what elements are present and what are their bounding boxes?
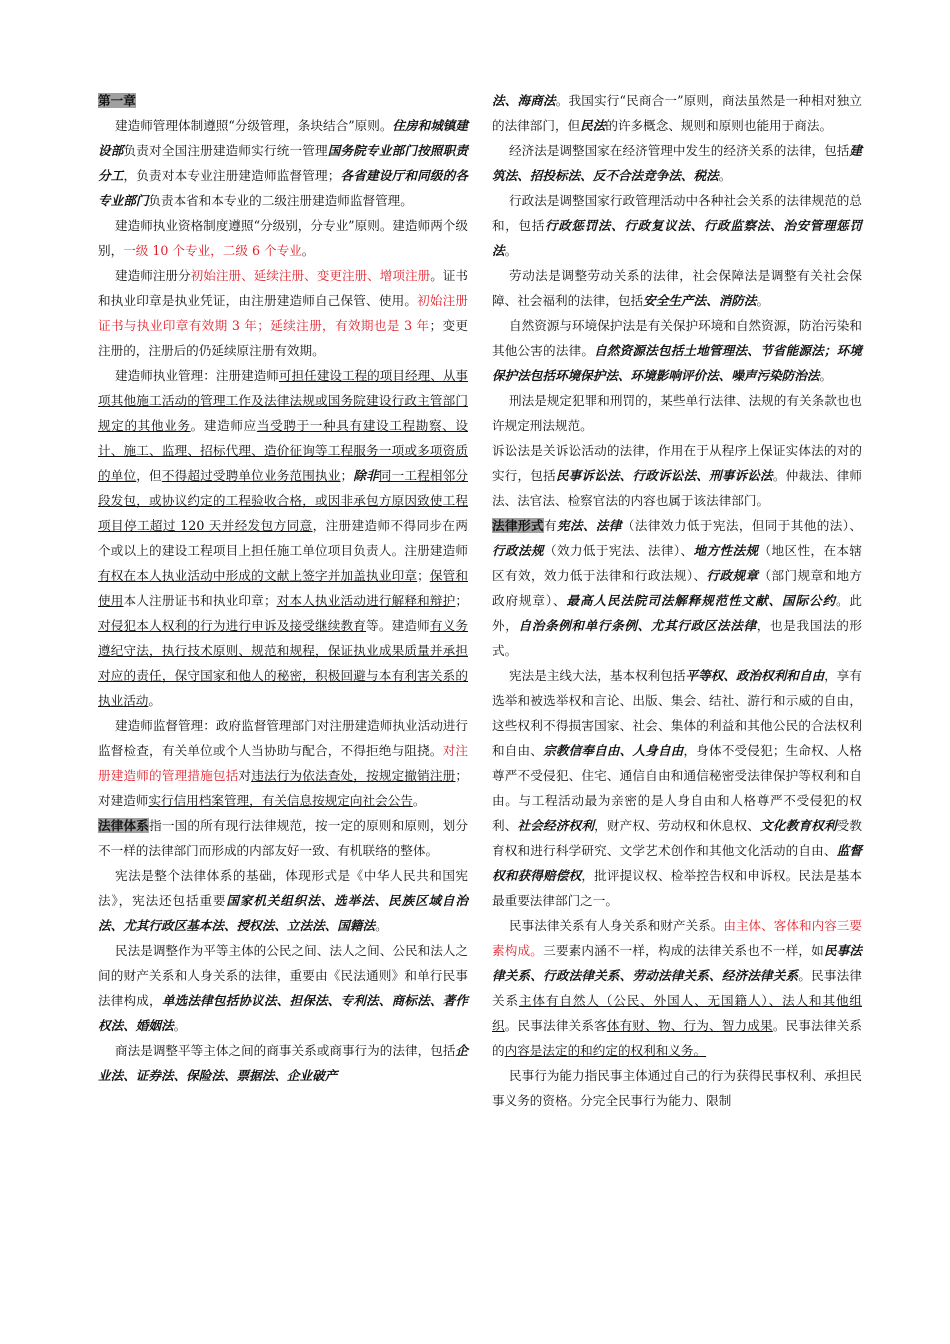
text-run: 各省建设厅和同级的各专业部门	[98, 168, 469, 208]
text-run: 行政法规	[492, 543, 544, 558]
text-run: 同一工程相邻分段发包，或协议约定的工程验收合格，或因非承包方原因致使工程项目停工超过 120 天并经发包方同意	[98, 468, 469, 533]
text-run: 。民事法律关系客	[504, 1018, 607, 1033]
text-run: ，负责对本专业注册建造师监督管理；	[123, 168, 341, 183]
text-run: ；	[455, 593, 469, 608]
right-column	[492, 88, 862, 1113]
text-run: ；变更注册的，注册后的仍延续原注册有效期。	[98, 318, 468, 358]
text-run: ，但	[136, 468, 162, 483]
text-run: 不得超过受聘单位业务范围执业	[161, 468, 341, 483]
text-run: ：政府监督管理部门对注册建造师执业活动进行监督检查，有关单位或个人当协助与配合，不得拒绝与阻挠。	[98, 718, 469, 758]
text-run: 社会经济权利	[517, 818, 595, 833]
text-run: 监督权和获得赔偿权	[492, 843, 863, 883]
text-run: 民法	[115, 943, 141, 958]
text-run: 。民事法律关系的	[492, 1018, 863, 1058]
text-run: 是基本最重要法律部门之一。	[492, 868, 863, 908]
text-run: 一级 10 个专业，二级 6 个专业	[123, 243, 302, 258]
text-run: 安全生产法、消防法	[643, 293, 757, 308]
paragraph	[492, 663, 862, 913]
text-run: ，身体不受侵犯；生命权、人格尊严不受侵犯、住宅、通信自由和通信秘密受法律保护等权利和自由。与工程活动最为亲密的是人身自由和人格尊严不受侵犯的权利、	[492, 743, 863, 833]
text-run: 宪法、法律	[556, 518, 622, 533]
text-run: 。建造师应	[190, 418, 257, 433]
text-run: 行政规章	[706, 568, 759, 583]
text-run: 自然资源法包括土地管理法、节省能源法；环境保护法包括环境保护法、环境影响评价法、噪声污染防治法	[492, 343, 863, 383]
text-run: ，享有选举和被选举权和言论、出版、集会、结社、游行和示威的自由，这些权利不得损害国家、社会、集体的利益和其他公民的合法权利和自由、	[492, 668, 863, 758]
text-run: 国家机关组织法、选举法、民族区域自治法、尤其行政区基本法、授权法、立法法、国籍法	[98, 893, 468, 933]
paragraph	[98, 88, 468, 113]
text-run: 初始注册证书与执业印章有效期 3 年；延续注册，有效期也是 3 年	[98, 293, 469, 333]
section-heading: 第一章	[98, 93, 136, 108]
text-run: 建造师监督管理	[115, 718, 204, 733]
paragraph	[98, 813, 468, 863]
text-run: 行政法	[509, 193, 547, 208]
text-run: ，注册建造师不得同步在两个或以上的建设工程项目上担任施工单位项目负责人。注册建造师	[98, 518, 469, 558]
text-run: 有权在本人执业活动中形成的文献上签字并加盖执业印章	[98, 568, 418, 583]
text-run: 是有关保护环境和自然资源，防治污染和其他公害的法律。	[492, 318, 863, 358]
paragraph	[492, 513, 862, 663]
text-run: 平等权、政治权利和自由	[685, 668, 825, 683]
paragraph	[492, 913, 862, 1063]
text-run: 的许多概念、规则和原则也能用于商法。	[605, 118, 833, 133]
text-run: （效力低于宪法、法律）、	[543, 543, 694, 558]
text-run: 是调整劳动关系的法律，	[548, 268, 693, 283]
text-run: ；	[340, 468, 354, 483]
text-run: 建造师执业管理	[115, 368, 204, 383]
text-run: 文化教育权利	[760, 818, 837, 833]
text-run: 。	[173, 1018, 187, 1033]
text-run: 由主体、客体和内容三要素构成。	[492, 918, 863, 958]
left-column	[98, 88, 468, 1088]
text-run: 本人注册证书和执业印章；	[123, 593, 277, 608]
text-run: （法律效力低于宪法，但同于其他的法）、	[621, 518, 863, 533]
text-run: 。	[756, 293, 770, 308]
text-run: 。	[301, 243, 315, 258]
text-run: 是关诉讼活动的法律，作用在于从程序上保证实体法的对的实行，包括	[492, 443, 863, 483]
text-run: 有义务遵纪守法，执行技术原则、规范和规程，保证执业成果质量并承担对应的责任，保守国家和他人的秘密，积极回避与本有利害关系的执业活动	[98, 618, 469, 708]
text-run: 。此外，	[492, 593, 863, 633]
text-run: 建造师注册	[115, 268, 179, 283]
text-run: 内容是法定的和约定的权利和义务。	[504, 1043, 707, 1058]
text-run: 对本人执业活动进行解释和辩护	[276, 593, 456, 608]
text-run: 。我国实行“民商合一”原则，商法虽然是一种相对独立的法律部门，但	[492, 93, 862, 133]
paragraph	[492, 263, 862, 313]
paragraph	[98, 363, 468, 713]
text-run: 分	[178, 268, 191, 283]
text-run: 。	[718, 168, 732, 183]
text-run: 诉讼法	[492, 443, 531, 458]
text-run: 。	[375, 918, 388, 933]
text-run: 对	[238, 768, 252, 783]
paragraph	[98, 1038, 468, 1088]
text-run: 可担任建设工程的项目经理、从事项其他施工活动的管理工作及法律法规或国务院建设行政主管部门规定的其他业务	[98, 368, 469, 433]
section-heading: 法律体系	[98, 818, 150, 833]
text-run: 实行信用档案管理，有关信息按规定向社会公告	[148, 793, 413, 808]
text-run: 。	[148, 693, 161, 708]
text-run: 商法	[115, 1043, 141, 1058]
text-run: 民事法律关系	[509, 918, 585, 933]
text-run: 。仲裁法、律师法、法官法、检察官法的内容也属于该法律部门。	[492, 468, 863, 508]
text-run: 体有财、物、行为、智力成果	[606, 1018, 773, 1033]
text-run: 是规定犯罪和刑罚的，某些单行法律、法规的有关条款也也许规定刑法规范。	[492, 393, 863, 433]
text-run: 最高人民法院司法解释规范性文献、国际公约	[566, 593, 836, 608]
text-run: 是调整作为平等主体的公民之间、法人之间、公民和法人之间的财产关系和人身关系的法律，重要由《民法通则》和单行民事法律构成，	[98, 943, 469, 1008]
text-run: 单选法律包括协议法、担保法、专利法、商标法、著作权法、婚姻法	[98, 993, 469, 1033]
text-run: 自然资源与环境保护法	[509, 318, 636, 333]
text-run: 。证书和执业印章是执业凭证，由注册建造师自己保管、使用。	[98, 268, 469, 308]
text-run: 劳动法	[509, 268, 549, 283]
text-run: 主体有自然人（公民、外国人、无国籍人）、法人和其他组织	[492, 993, 863, 1033]
paragraph	[492, 388, 862, 438]
text-run: 是主线大法，基本权利包括	[534, 668, 686, 683]
text-run: ，批评提议权、检举控告权和申诉权。	[581, 868, 799, 883]
text-run: 负责对全国注册建造师实行统一管理	[123, 143, 328, 158]
text-run: 社会保障法	[692, 268, 758, 283]
text-run: 建造师执业资格制度	[115, 218, 229, 233]
text-run: 。	[412, 793, 426, 808]
paragraph	[98, 938, 468, 1038]
text-run: 经济法	[509, 143, 547, 158]
text-run: 民法	[580, 118, 606, 133]
text-run: 建造师管理体制	[115, 118, 204, 133]
text-run: 受教育权和进行科学研究、文学艺术创作和其他文化活动的自由、	[492, 818, 863, 858]
text-run: 民事法律关系、行政法律关系、劳动法律关系、经济法律关系	[492, 943, 863, 983]
text-run: 对侵犯本人权利的行为进行申诉及接受继续教育	[98, 618, 367, 633]
text-run: 遵照“分级别，分专业”原则。建造师两个级别，	[98, 218, 468, 258]
paragraph	[98, 113, 468, 213]
text-run: 有人身关系和财产关系。	[584, 918, 724, 933]
text-run: 刑法	[509, 393, 535, 408]
paragraph	[492, 313, 862, 388]
text-run: 。民事法律关系	[492, 968, 863, 1008]
text-run: ；对建造师	[98, 768, 469, 808]
text-run: 是调整国家在经济管理中发生的经济关系的法律，包括	[546, 143, 850, 158]
text-run: 对注册建造师的管理措施包括	[98, 743, 469, 783]
section-heading: 法律形式	[492, 518, 544, 533]
text-run: 违法行为依法查处，按规定撤销注册	[251, 768, 456, 783]
text-run: 有	[543, 518, 557, 533]
paragraph	[492, 438, 862, 513]
text-run: 民法	[798, 868, 824, 883]
text-run: 法、海商法	[492, 93, 556, 108]
text-run: 民事诉讼法、行政诉讼法、刑事诉讼法	[555, 468, 773, 483]
paragraph	[98, 213, 468, 263]
text-run: 宪法	[509, 668, 535, 683]
text-run: 。	[819, 368, 833, 383]
text-run: 地方性法规	[693, 543, 759, 558]
text-run: 负责本省和本专业的二级注册建造师监督管理。	[148, 193, 413, 208]
text-run: 三要素内涵不一样，构成的法律关系也不一样，如	[543, 943, 824, 958]
text-run: 是调整平等主体之间的商事关系或商事行为的法律，包括	[140, 1043, 456, 1058]
text-run: （地区性，在本辖区有效，效力低于法律和行政法规）、	[492, 543, 863, 583]
paragraph	[98, 263, 468, 363]
text-run: 宪法	[115, 868, 142, 883]
text-run: 住房和城镇建设部	[98, 118, 468, 158]
text-run: ：注册建造师	[203, 368, 279, 383]
text-run: 企业法、证券法、保险法、票据法、企业破产	[98, 1043, 469, 1083]
text-run: 国务院专业部门按照职责分工	[98, 143, 469, 183]
paragraph	[98, 863, 468, 938]
text-run: 。	[504, 243, 518, 258]
text-run: 是调整有关社会保障、社会福利的法律，包括	[492, 268, 863, 308]
text-run: 宗教信奉自由、人身自由	[543, 743, 684, 758]
text-run: 指一国的所有现行法律规范，按一定的原则和原则，划分不一样的法律部门而形成的内部友好一致、有机联络的整体。	[98, 818, 469, 858]
text-run: 民事行为能力	[509, 1068, 585, 1083]
text-run: 行政惩罚法、行政复议法、行政监察法、治安管理惩罚法	[492, 218, 863, 258]
text-run: 建筑法、招投标法、反不合法竞争法、税法	[492, 143, 863, 183]
text-run: 指民事主体通过自己的行为获得民事权利、承担民事义务的资格。分完全民事行为能力、限制	[492, 1068, 863, 1108]
text-run: 是调整国家行政管理活动中各种社会关系的法律规范的总和，包括	[492, 193, 863, 233]
text-run: ，财产权、劳动权和休息权、	[594, 818, 761, 833]
text-run: 遵照“分级管理，条块结合”原则。	[203, 118, 393, 133]
paragraph	[492, 88, 862, 138]
paragraph	[492, 1063, 862, 1113]
text-run: 初始注册、延续注册、变更注册、增项注册	[190, 268, 431, 283]
paragraph	[492, 138, 862, 188]
text-run: ；	[417, 568, 430, 583]
text-run: 自治条例和单行条例、尤其行政区法法律	[518, 618, 757, 633]
paragraph	[492, 188, 862, 263]
text-run: 等。建造师	[366, 618, 430, 633]
text-run: ，也是我国法的形式。	[492, 618, 863, 658]
text-run: 是整个法律体系的基础，体现形式是《中华人民共和国宪法》，宪法还包括重要	[98, 868, 469, 908]
text-run: 当受聘于一种具有建设工程勘察、设计、施工、监理、招标代理、造价征询等工程服务一项或多项资质的单位	[98, 418, 469, 483]
text-run: （部门规章和地方政府规章）、	[492, 568, 863, 608]
text-run: 保管和使用	[98, 568, 469, 608]
text-run: 除非	[353, 468, 379, 483]
paragraph	[98, 713, 468, 813]
